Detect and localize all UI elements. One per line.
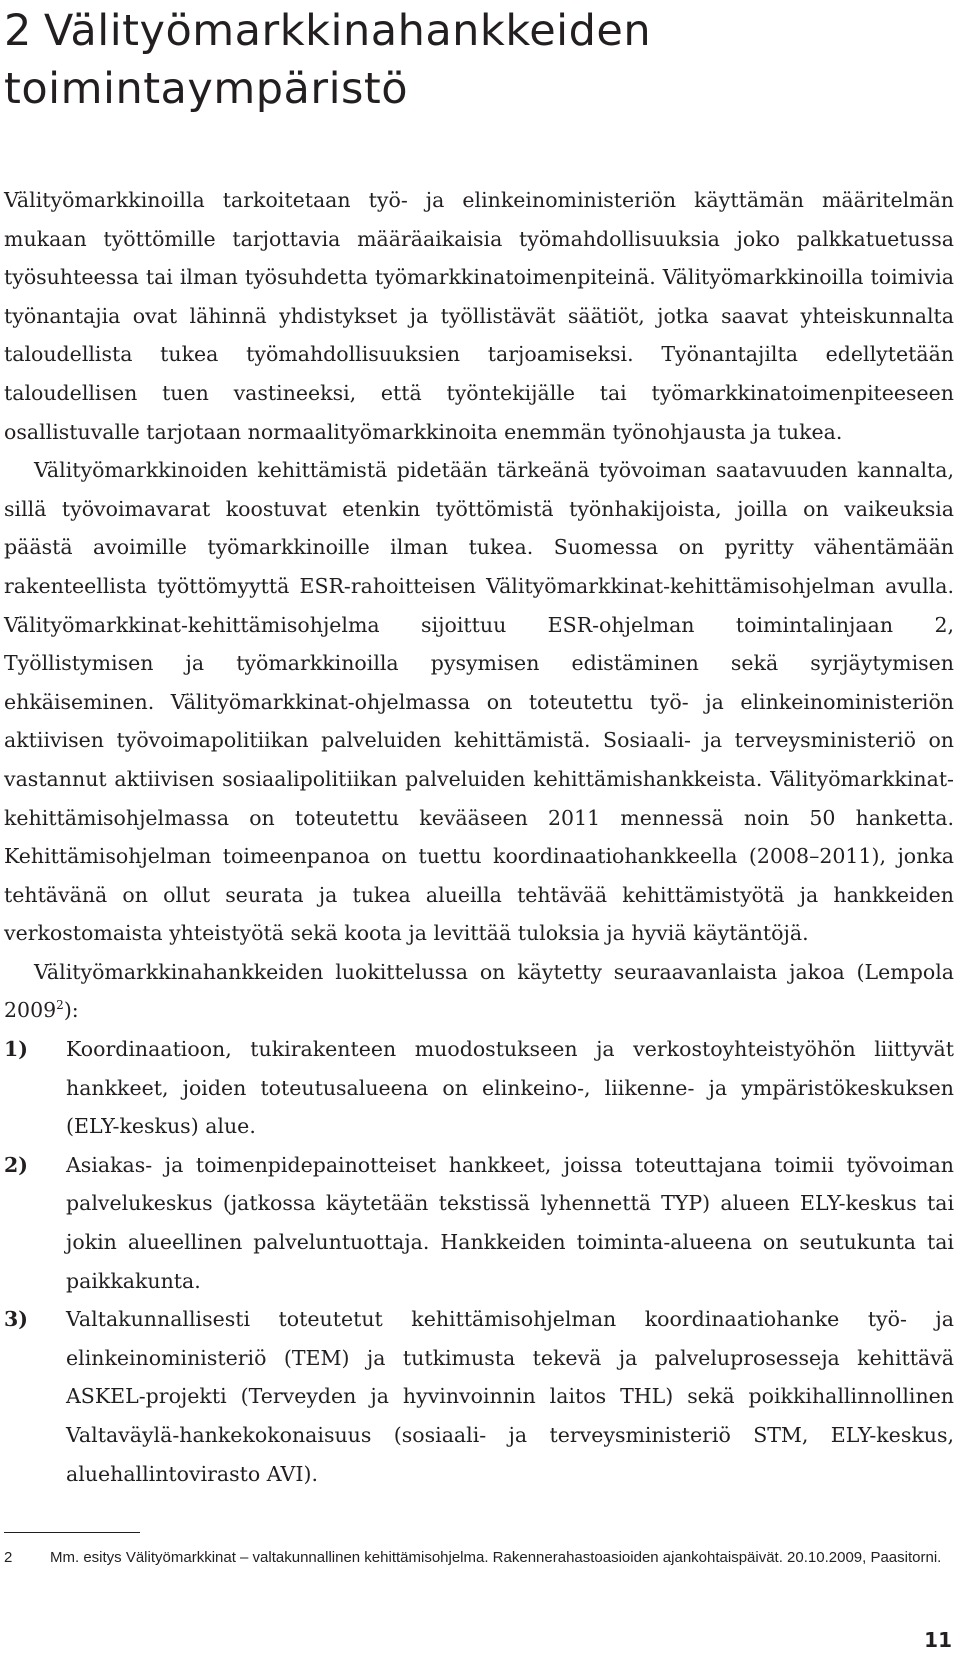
footnote-number: 2 [4, 1549, 13, 1566]
body-text [4, 181, 954, 1493]
list-marker: 3) [4, 1307, 28, 1332]
list-item-text: Valtakunnallisesti toteutetut kehittämisohjelman koordinaatiohanke työ- ja elinkeinoministeriö (TEM) ja tutkimusta tekevä ja palveluprosesseja kehittävä ASKEL-projekti (Terveyden ja hyvinvoinnin laitos THL) sekä poikkihallinnollinen Valtaväylä-hankekokonaisuus (sosiaali- ja terveysministeriö STM, ELY-keskus, aluehallintovirasto AVI). [66, 1307, 954, 1486]
section-title: Välityömarkkinahankkeiden toimintaympäristö [4, 6, 652, 114]
footnote [4, 1548, 954, 1568]
footnote-text: Mm. esitys Välityömarkkinat – valtakunnallinen kehittämisohjelma. Rakennerahastoasioiden ajankohtaispäivät. 20.10.2009, Paasitorni. [50, 1549, 942, 1566]
page-number: 11 [924, 1628, 952, 1652]
list-marker: 1) [4, 1037, 28, 1062]
footnote-divider [4, 1532, 140, 1533]
list-item-text: Koordinaatioon, tukirakenteen muodostukseen ja verkostoyhteistyöhön liittyvät hankkeet, joiden toteutusalueena on elinkeino-, liikenne- ja ympäristökeskuksen (ELY-keskus) alue. [66, 1037, 954, 1139]
list-item-text: Asiakas- ja toimenpidepainotteiset hankkeet, joissa toteuttajana toimii työvoiman palvelukeskus (jatkossa käytetään tekstissä lyhennettä TYP) alueen ELY-keskus tai jokin alueellinen palveluntuottaja. Hankkeiden toiminta-alueena on seutukunta tai paikkakunta. [66, 1152, 954, 1293]
list-marker: 2) [4, 1152, 28, 1177]
paragraph-classification [4, 953, 954, 1030]
footnote-reference: 2 [56, 998, 64, 1013]
section-heading [4, 2, 944, 118]
category-list [4, 1030, 954, 1493]
list-item [4, 1300, 954, 1493]
list-item [4, 1146, 954, 1300]
classification-suffix: ): [63, 998, 79, 1023]
list-item [4, 1030, 954, 1146]
section-number: 2 [4, 6, 32, 56]
paragraph-intro: Välityömarkkinoilla tarkoitetaan työ- ja elinkeinoministeriön käyttämän määritelmän mukaan työttömille tarjottavia määräaikaisia työmahdollisuuksia joko palkkatuetussa työsuhteessa tai ilman työsuhdetta työmarkkinatoimenpiteinä. Välityömarkkinoilla toimivia työnantajia ovat lähinnä yhdistykset ja työllistävät säätiöt, jotka saavat yhteiskunnalta taloudellista tukea työmahdollisuuksien tarjoamiseksi. Työnantajilta edellytetään taloudellisen tuen vastineeksi, että työntekijälle tai työmarkkinatoimenpiteeseen osallistuvalle tarjotaan normaalityömarkkinoita enemmän työnohjausta ja tukea. [4, 188, 954, 444]
paragraph-development: Välityömarkkinoiden kehittämistä pidetään tärkeänä työvoiman saatavuuden kannalta, sillä työvoimavarat koostuvat etenkin työttömistä työnhakijoista, joilla on vaikeuksia päästä avoimille työmarkkinoille ilman tukea. Suomessa on pyritty vähentämään rakenteellista työttömyyttä ESR-rahoitteisen Välityömarkkinat-kehittämisohjelman avulla. Välityömarkkinat-kehittämisohjelma sijoittuu ESR-ohjelman toimintalinjaan 2, Työllistymisen ja työmarkkinoilla pysymisen edistäminen sekä syrjäytymisen ehkäiseminen. Välityömarkkinat-ohjelmassa on toteutettu työ- ja elinkeinoministeriön aktiivisen työvoimapolitiikan palveluiden kehittämistä. Sosiaali- ja terveysministeriö on vastannut aktiivisen sosiaalipolitiikan palveluiden kehittämishankkeista. Välityömarkkinat-kehittämisohjelmassa on toteutettu kevääseen 2011 mennessä noin 50 hanketta. Kehittämisohjelman toimeenpanoa on tuettu koordinaatiohankkeella (2008–2011), jonka tehtävänä on ollut seurata ja tukea alueilla tehtävää kehittämistyötä ja hankkeiden verkostomaista yhteistyötä sekä koota ja levittää tuloksia ja hyviä käytäntöjä. [4, 458, 954, 946]
classification-text: Välityömarkkinahankkeiden luokittelussa on käytetty seuraavanlaista jakoa (Lempola 2009 [4, 959, 954, 1023]
